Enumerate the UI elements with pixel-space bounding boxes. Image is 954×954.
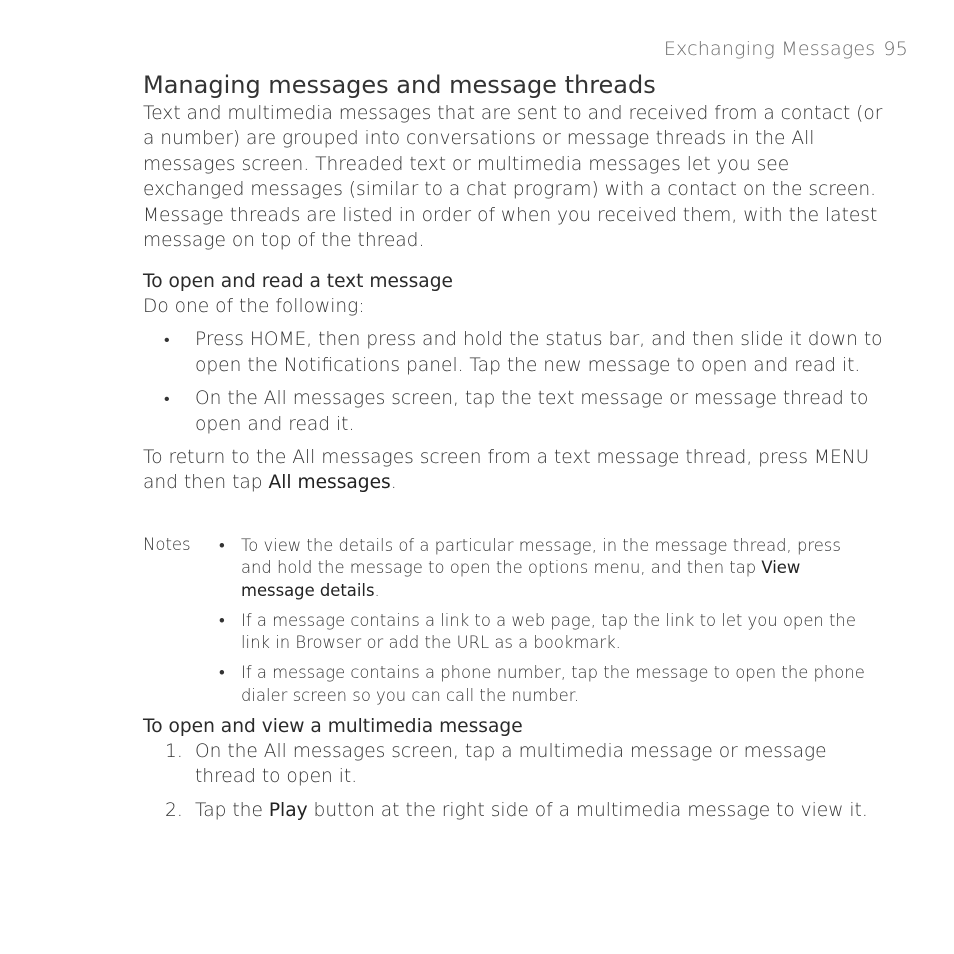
open-mms-steps [143,739,888,823]
bullet-mark: • [219,536,225,555]
note-end: . [374,580,380,600]
open-text-lead: Do one of the following: [143,296,365,317]
bullet-text: Press HOME, then press and hold the status bar, and then slide it down to open the Notifications panel. Tap the new message to open and read it. [195,329,883,376]
list-item [143,386,888,437]
list-item [219,535,869,602]
return-paragraph [143,445,888,496]
page-number: 95 [883,38,908,60]
play-term: Play [268,799,308,821]
list-item [219,610,869,655]
step-text: On the All messages screen, tap a multimedia message or message thread to open it. [195,741,827,788]
open-text-section [143,269,888,496]
step-text-post: button at the right side of a multimedia message to view it. [313,799,868,821]
intro-paragraph: Text and multimedia messages that are sent to and received from a contact (or a number) are grouped into conversations or message threads in the All messages screen. Threaded text or multimedia messages let you see exchanged messages (similar to a chat program) with a contact on the screen. Message threads are listed in order of when you received them, with the latest message on top of the thread. [143,103,883,252]
return-text: To return to the All messages screen from a text message thread, press MENU and then tap [143,447,870,494]
list-item [143,739,888,790]
page-title: Managing messages and message threads [143,71,656,99]
notes-list [219,535,869,707]
list-item [143,327,888,378]
all-messages-term: All messages [268,472,391,494]
bullet-text: On the All messages screen, tap the text message or message thread to open and read it. [195,388,869,435]
running-header [664,38,908,60]
list-item [143,798,888,823]
bullet-mark: • [219,663,225,683]
return-end: . [390,472,397,494]
bullet-mark: • [164,330,170,350]
step-number: 2. [165,799,183,821]
note-text: To view the details of a particular message, in the message thread, press and hold the message to open the options menu, and then tap [241,536,841,578]
step-number: 1. [165,741,183,762]
notes-label: Notes [143,535,191,554]
section-title: Exchanging Messages [663,38,876,60]
note-text: If a message contains a phone number, tap the message to open the phone dialer screen so you can call the number. [241,663,865,705]
open-text-heading: To open and read a text message [143,271,453,292]
bullet-mark: • [219,610,225,630]
open-text-bullets [143,327,888,437]
bullet-mark: • [164,389,170,409]
view-details-term: View message details [241,558,801,600]
open-mms-section [143,714,888,823]
list-item [219,662,869,707]
step-text-pre: Tap the [195,799,263,821]
note-text: If a message contains a link to a web page, tap the link to let you open the link in Browser or add the URL as a bookmark. [241,610,856,653]
open-mms-heading: To open and view a multimedia message [143,716,523,737]
